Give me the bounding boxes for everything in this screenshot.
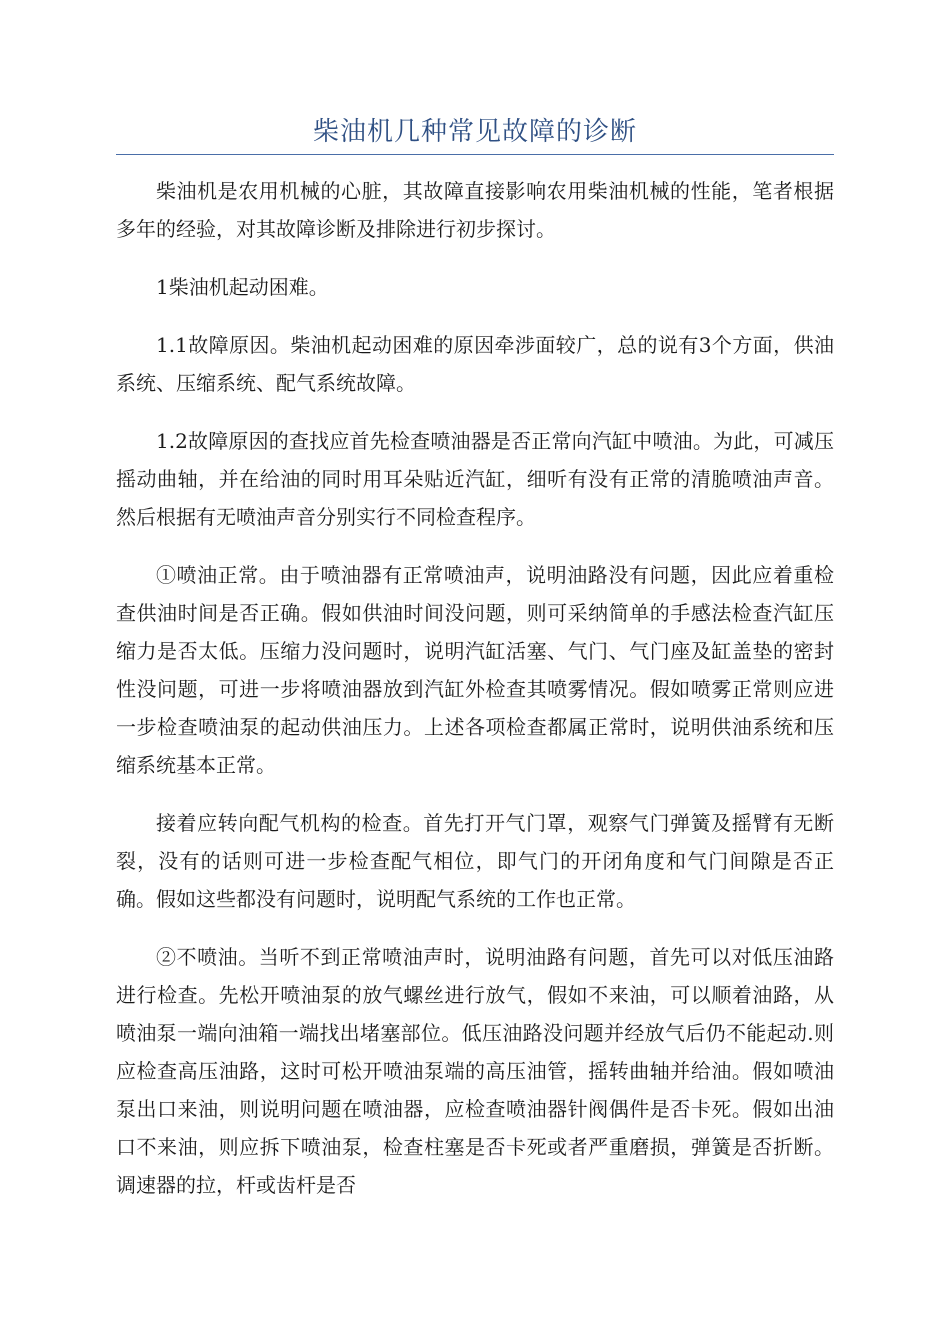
paragraph-1-1-causes: 1.1故障原因。柴油机起动困难的原因牵涉面较广，总的说有3个方面，供油系统、压缩系统、配气系统故障。 bbox=[116, 333, 834, 395]
paragraph-injection-normal: ①喷油正常。由于喷油器有正常喷油声，说明油路没有问题，因此应着重检查供油时间是否正确。假如供油时间没问题，则可采纳简单的手感法检查汽缸压缩力是否太低。压缩力没问题时，说明汽缸活塞、气门、气门座及缸盖垫的密封性没问题，可进一步将喷油器放到汽缸外检查其喷雾情况。假如喷雾正常则应进一步检查喷油泵的起动供油压力。上述各项检查都属正常时，说明供油系统和压缩系统基本正常。 bbox=[116, 563, 834, 777]
paragraph-valve-train-check: 接着应转向配气机构的检查。首先打开气门罩，观察气门弹簧及摇臂有无断裂，没有的话则可进一步检查配气相位，即气门的开闭角度和气门间隙是否正确。假如这些都没有问题时，说明配气系统的工作也正常。 bbox=[116, 811, 834, 911]
paragraph-no-injection: ②不喷油。当听不到正常喷油声时，说明油路有问题，首先可以对低压油路进行检查。先松开喷油泵的放气螺丝进行放气，假如不来油，可以顺着油路，从喷油泵一端向油箱一端找出堵塞部位。低压油路没问题并经放气后仍不能起动.则应检查高压油路，这时可松开喷油泵端的高压油管，摇转曲轴并给油。假如喷油泵出口来油，则说明问题在喷油器，应检查喷油器针阀偶件是否卡死。假如出油口不来油，则应拆下喷油泵，检查柱塞是否卡死或者严重磨损，弹簧是否折断。调速器的拉，杆或齿杆是否 bbox=[116, 945, 834, 1197]
document-title: 柴油机几种常见故障的诊断 bbox=[312, 117, 637, 147]
paragraph-intro: 柴油机是农用机械的心脏，其故障直接影响农用柴油机械的性能，笔者根据多年的经验，对其故障诊断及排除进行初步探讨。 bbox=[116, 179, 834, 241]
title-divider bbox=[116, 154, 834, 155]
document-body bbox=[116, 172, 834, 1224]
paragraph-1-2-diagnosis: 1.2故障原因的查找应首先检查喷油器是否正常向汽缸中喷油。为此，可减压摇动曲轴，并在给油的同时用耳朵贴近汽缸，细听有没有正常的清脆喷油声音。然后根据有无喷油声音分别实行不同检查程序。 bbox=[116, 429, 834, 529]
paragraph-section-1-heading: 1柴油机起动困难。 bbox=[156, 275, 329, 299]
